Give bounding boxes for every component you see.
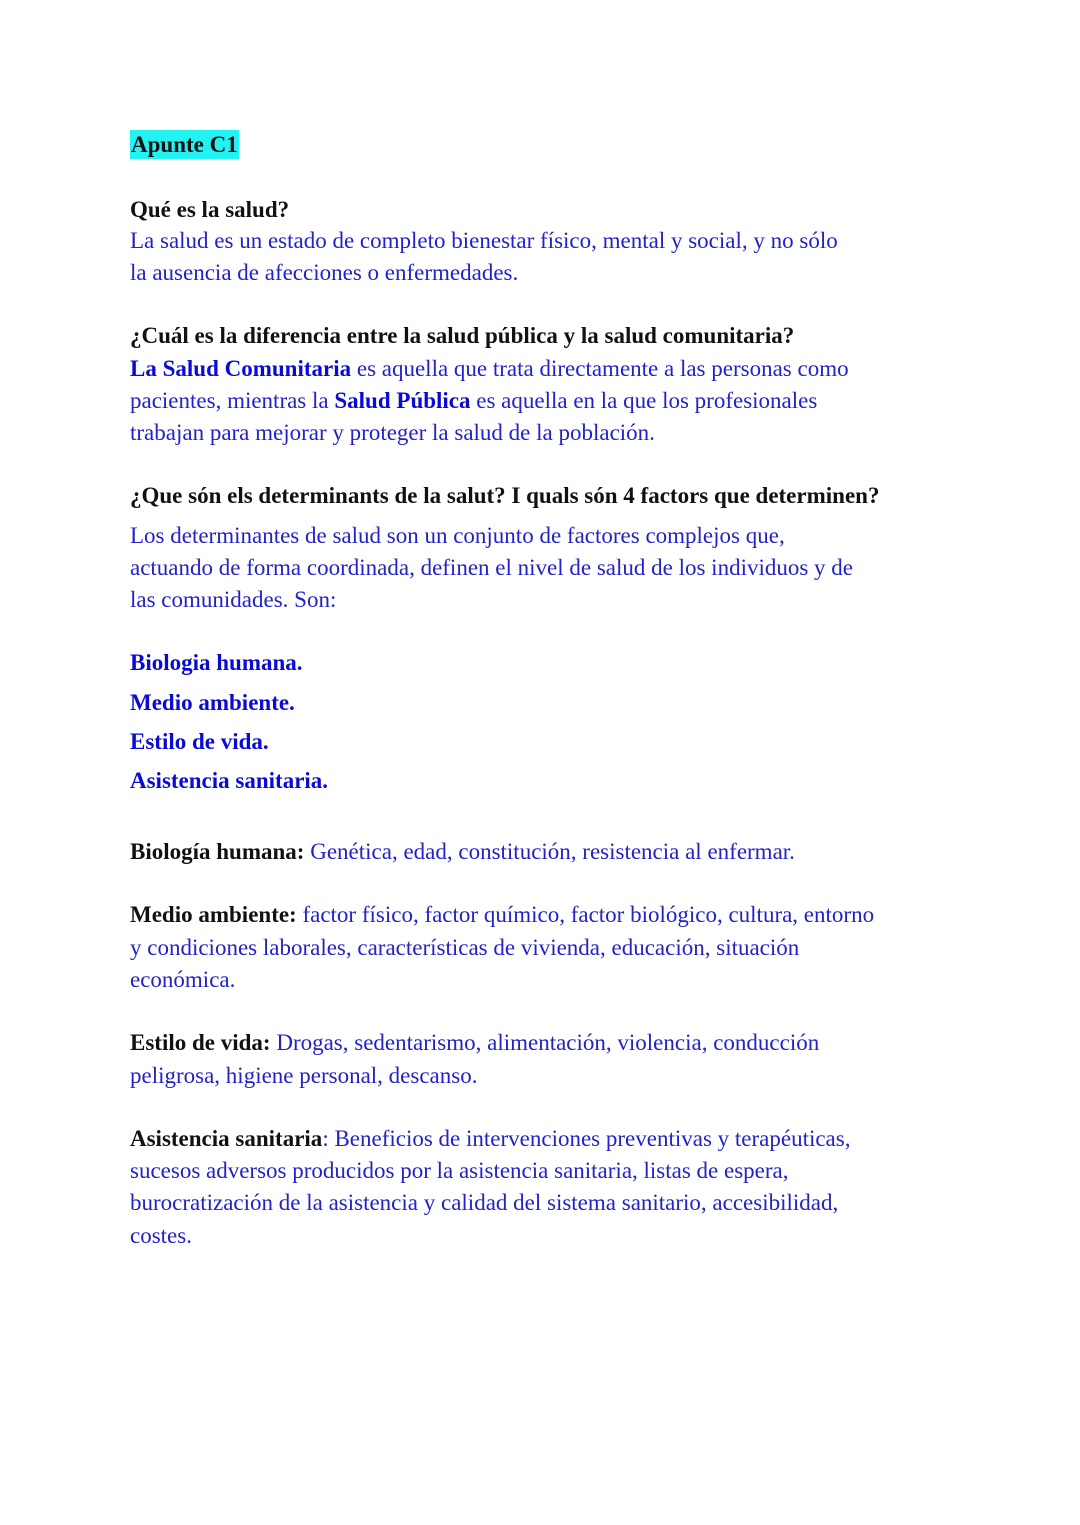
answer-3-line: actuando de forma coordinada, definen el nivel de salud de los individuos y de xyxy=(130,555,854,580)
factor-item: Biologia humana. xyxy=(130,650,303,675)
answer-3-line: Los determinantes de salud son un conjunto de factores complejos que, xyxy=(130,523,785,548)
answer-2-line xyxy=(130,353,849,385)
detail-text: y condiciones laborales, características de vivienda, educación, situación xyxy=(130,935,800,960)
answer-2-line xyxy=(130,385,817,417)
answer-3-line: las comunidades. Son: xyxy=(130,587,337,612)
factor-item: Estilo de vida. xyxy=(130,729,269,754)
detail-text: burocratización de la asistencia y calidad del sistema sanitario, accesibilidad, xyxy=(130,1190,839,1215)
detail-medio xyxy=(130,899,874,931)
text: pacientes, mientras la xyxy=(130,388,335,413)
detail-label: Asistencia sanitaria xyxy=(130,1126,323,1151)
detail-text: : Beneficios de intervenciones preventivas y terapéuticas, xyxy=(322,1126,851,1151)
detail-biologia xyxy=(130,836,795,868)
question-1: Qué es la salud? xyxy=(130,197,290,222)
detail-estilo xyxy=(130,1027,819,1059)
detail-label: Medio ambiente: xyxy=(130,902,297,927)
detail-asistencia xyxy=(130,1123,850,1155)
detail-text: económica. xyxy=(130,967,236,992)
term-salud-publica: Salud Pública xyxy=(334,388,471,413)
text: es aquella que trata directamente a las personas como xyxy=(351,356,849,381)
answer-1-line: la ausencia de afecciones o enfermedades. xyxy=(130,260,519,285)
question-3: ¿Que són els determinants de la salut? I quals són 4 factors que determinen? xyxy=(130,483,880,508)
term-salud-comunitaria: La Salud Comunitaria xyxy=(130,356,352,381)
answer-1-line: La salud es un estado de completo bienestar físico, mental y social, y no sólo xyxy=(130,228,838,253)
detail-text: peligrosa, higiene personal, descanso. xyxy=(130,1063,478,1088)
detail-label: Estilo de vida: xyxy=(130,1030,271,1055)
detail-label: Biología humana: xyxy=(130,839,305,864)
text: es aquella en la que los profesionales xyxy=(470,388,818,413)
highlighted-title: Apunte C1 xyxy=(131,132,238,157)
factor-item: Medio ambiente. xyxy=(130,690,295,715)
detail-text: Drogas, sedentarismo, alimentación, violencia, conducción xyxy=(270,1030,820,1055)
detail-text: Genética, edad, constitución, resistencia al enfermar. xyxy=(304,839,795,864)
detail-text: sucesos adversos producidos por la asistencia sanitaria, listas de espera, xyxy=(130,1158,789,1183)
factor-item: Asistencia sanitaria. xyxy=(130,768,329,793)
detail-text: factor físico, factor químico, factor biológico, cultura, entorno xyxy=(296,902,875,927)
question-2: ¿Cuál es la diferencia entre la salud pública y la salud comunitaria? xyxy=(130,323,795,348)
answer-2-line: trabajan para mejorar y proteger la salud de la población. xyxy=(130,420,655,445)
document-title xyxy=(130,129,239,161)
detail-text: costes. xyxy=(130,1223,192,1248)
